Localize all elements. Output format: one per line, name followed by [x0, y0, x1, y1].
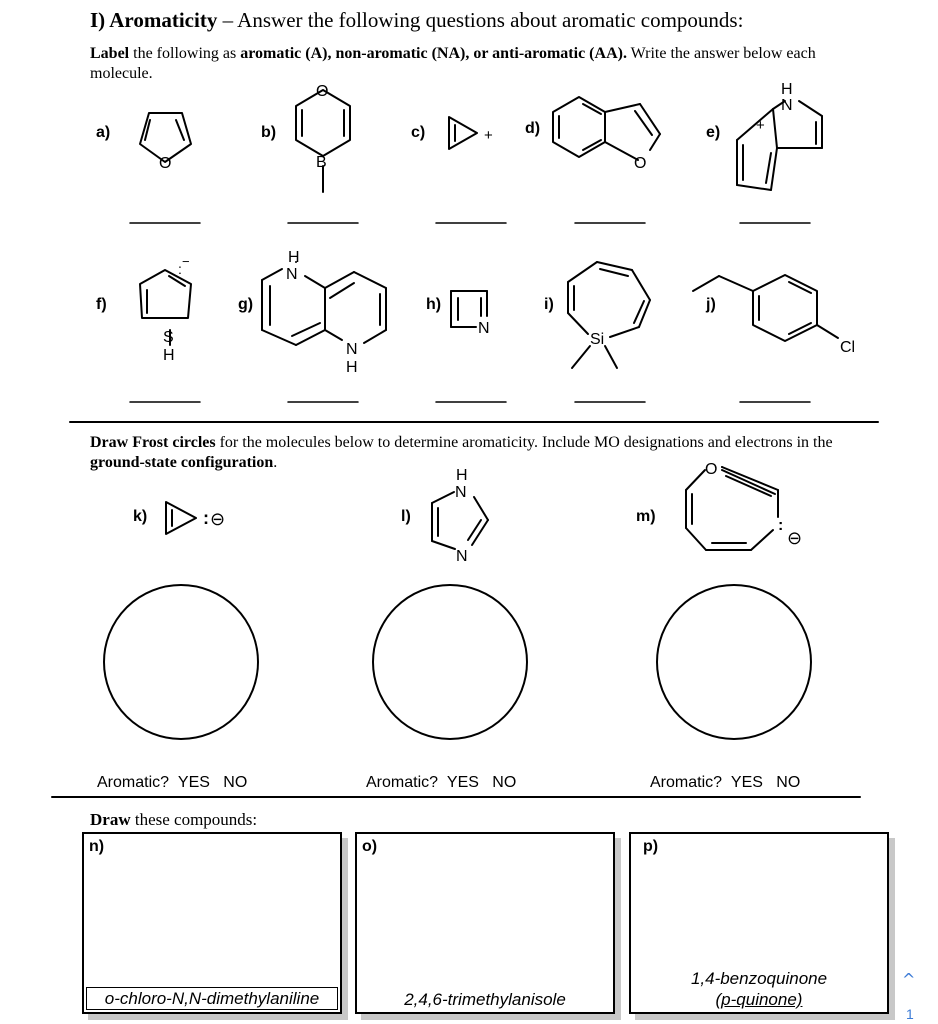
- frost-circle-l: [373, 585, 527, 739]
- charge-f-minus: −: [182, 254, 190, 269]
- label-n: n): [89, 838, 105, 855]
- molecule-m-oxocin: [686, 467, 778, 550]
- molecule-b-oxaborine: [296, 90, 350, 192]
- atom-l-n2: N: [456, 548, 468, 565]
- label-a: a): [96, 124, 111, 141]
- atom-m-o: O: [705, 461, 718, 478]
- label-g: g): [238, 296, 254, 313]
- molecule-k-cyclopropenyl-anion: [166, 502, 196, 534]
- lone-pair-k: :: [203, 508, 209, 528]
- label-j: j): [706, 296, 716, 313]
- draw-section-title: Draw these compounds:: [90, 810, 258, 829]
- charge-c-plus: +: [484, 127, 493, 144]
- atom-g-h1: H: [288, 249, 300, 266]
- molecule-e-azapentalene: [737, 101, 822, 190]
- atom-l-n1: N: [455, 484, 467, 501]
- atom-e-n: N: [781, 97, 793, 114]
- label-d: d): [525, 120, 541, 137]
- aromatic-question-k: Aromatic? YES NO: [97, 774, 248, 791]
- atom-d-o: O: [634, 155, 647, 172]
- instructions-frost: Draw Frost circles for the molecules below to determine aromaticity. Include MO designations and electrons in the ground-state configuration.: [90, 434, 833, 471]
- label-p: p): [643, 838, 659, 855]
- label-c: c): [411, 124, 426, 141]
- charge-m-anion: ⊖: [787, 528, 803, 548]
- compound-name-n: o-chloro-N,N-dimethylaniline: [86, 987, 338, 1010]
- drawing-box-n[interactable]: [82, 832, 342, 1014]
- yes-option-m[interactable]: YES: [730, 774, 763, 791]
- no-option-k[interactable]: NO: [223, 774, 248, 791]
- drawing-box-p[interactable]: [629, 832, 889, 1014]
- yes-option-l[interactable]: YES: [446, 774, 479, 791]
- instructions-label: Label the following as aromatic (A), non-aromatic (NA), or anti-aromatic (AA). Write the answer below each molecule.: [90, 45, 816, 82]
- compound-name-o: 2,4,6-trimethylanisole: [404, 990, 566, 1009]
- label-b: b): [261, 124, 277, 141]
- atom-g-h2: H: [346, 359, 358, 376]
- atom-f-s: S: [163, 329, 174, 346]
- no-option-l[interactable]: NO: [492, 774, 517, 791]
- aromatic-question-l: Aromatic? YES NO: [366, 774, 517, 791]
- label-m: m): [636, 508, 656, 525]
- frost-circle-m: [657, 585, 811, 739]
- no-option-m[interactable]: NO: [776, 774, 801, 791]
- aromatic-question-m: Aromatic? YES NO: [650, 774, 801, 791]
- atom-l-h: H: [456, 467, 468, 484]
- lone-pair-f: :: [178, 261, 182, 277]
- atom-b-b: B: [316, 154, 327, 171]
- label-l: l): [401, 508, 411, 525]
- charge-k-anion: ⊖: [210, 509, 226, 529]
- atom-g-n1: N: [286, 266, 298, 283]
- molecule-c-cyclopropenyl: [449, 117, 477, 149]
- atom-b-o: O: [316, 83, 329, 100]
- scroll-up-icon[interactable]: ^: [902, 970, 916, 989]
- atom-i-si: Si: [590, 331, 605, 348]
- label-k: k): [133, 508, 148, 525]
- yes-option-k[interactable]: YES: [177, 774, 210, 791]
- frost-circle-k: [104, 585, 258, 739]
- label-o: o): [362, 838, 378, 855]
- molecule-d-benzofuran: [553, 97, 660, 160]
- compound-name-p: 1,4-benzoquinone (p-quinone): [690, 969, 828, 1009]
- atom-e-h: H: [781, 81, 793, 98]
- section-heading: I) Aromaticity – Answer the following questions about aromatic compounds:: [90, 8, 744, 32]
- label-i: i): [544, 296, 554, 313]
- atom-f-h: H: [163, 347, 175, 364]
- drawing-box-o[interactable]: [355, 832, 615, 1014]
- atom-a-o: O: [159, 155, 172, 172]
- page-number: 1: [906, 1006, 914, 1022]
- label-h: h): [426, 296, 442, 313]
- atom-h-n: N: [478, 320, 490, 337]
- atom-g-n2: N: [346, 341, 358, 358]
- charge-e-plus: +: [756, 117, 765, 134]
- label-f: f): [96, 296, 107, 313]
- lone-pair-m: :: [778, 517, 784, 534]
- molecule-i-silepin: [568, 262, 650, 368]
- label-e: e): [706, 124, 721, 141]
- molecule-g-naphthyridine: [262, 262, 386, 345]
- atom-j-cl: Cl: [840, 339, 856, 356]
